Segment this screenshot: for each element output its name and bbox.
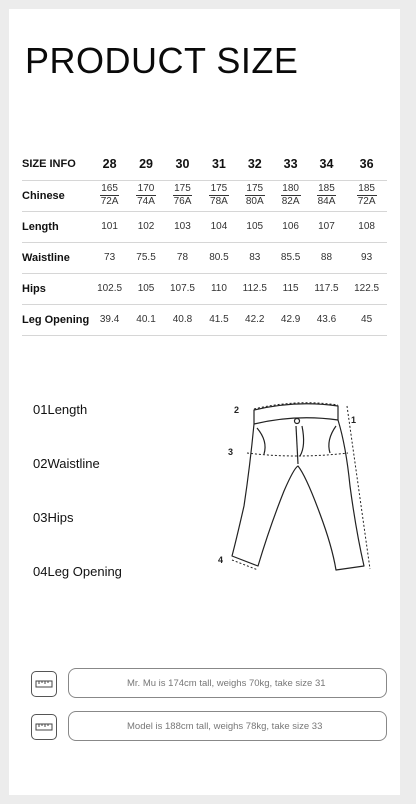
waist-code: 72A [357,196,376,207]
height-value: 165 [101,183,118,194]
chinese-size-cell [235,180,275,211]
table-cell: 93 [346,242,387,273]
table-cell: 45 [346,304,387,335]
marker-2: 2 [234,405,240,415]
height-value: 175 [246,183,264,194]
table-cell: 104 [203,211,235,242]
table-cell: 105 [130,273,162,304]
table-cell: 102 [130,211,162,242]
height-value: 180 [282,183,299,194]
waist-code: 84A [317,196,336,207]
table-cell: 102.5 [89,273,130,304]
waist-code: 74A [137,196,155,207]
table-cell: 78 [162,242,203,273]
size-col-header: 28 [102,157,117,172]
chinese-size-cell [275,180,307,211]
size-info-label: SIZE INFO [22,158,76,171]
table-cell: 42.9 [275,304,307,335]
row-label: Hips [22,273,89,304]
table-cell: 107.5 [162,273,203,304]
table-cell: 39.4 [89,304,130,335]
fit-note-text: Mr. Mu is 174cm tall, weighs 70kg, take size 31 [68,668,387,698]
leg-opening-row [22,304,387,335]
table-cell: 115 [275,273,307,304]
table-cell: 80.5 [203,242,235,273]
waistline-row [22,242,387,273]
marker-3: 3 [228,447,234,457]
hips-row [22,273,387,304]
ruler-icon [31,714,57,740]
table-cell: 42.2 [235,304,275,335]
waist-code: 72A [100,196,119,207]
size-col-header: 30 [175,157,190,172]
height-value: 185 [358,183,375,194]
waist-code: 82A [281,196,300,207]
table-cell: 110 [203,273,235,304]
length-row [22,211,387,242]
ruler-icon [31,671,57,697]
table-cell: 112.5 [235,273,275,304]
table-cell: 88 [307,242,347,273]
table-cell: 105 [235,211,275,242]
table-cell: 43.6 [307,304,347,335]
table-cell: 40.1 [130,304,162,335]
fit-note [31,711,387,743]
size-col-header: 29 [139,157,153,172]
table-cell: 122.5 [346,273,387,304]
table-cell: 107 [307,211,347,242]
table-cell: 40.8 [162,304,203,335]
size-col-header: 33 [283,157,298,172]
legend-waistline: 02Waistline [33,456,100,471]
size-col-header: 31 [211,157,226,172]
table-cell: 83 [235,242,275,273]
legend-hips: 03Hips [33,510,74,525]
table-cell: 108 [346,211,387,242]
table-cell: 117.5 [307,273,347,304]
size-col-header: 34 [319,157,334,172]
table-cell: 75.5 [130,242,162,273]
table-cell: 85.5 [275,242,307,273]
table-cell: 103 [162,211,203,242]
table-cell: 41.5 [203,304,235,335]
height-value: 185 [318,183,335,194]
chinese-size-cell [307,180,347,211]
chinese-size-cell [162,180,203,211]
height-value: 170 [137,183,155,194]
chinese-size-cell [346,180,387,211]
size-col-header: 32 [247,157,262,172]
marker-4: 4 [218,555,224,565]
page-title: PRODUCT SIZE [25,40,299,81]
table-cell: 101 [89,211,130,242]
row-label: Chinese [22,180,89,211]
waist-code: 80A [245,196,264,207]
table-cell: 106 [275,211,307,242]
legend-leg-opening: 04Leg Opening [33,564,122,579]
marker-1: 1 [351,415,357,425]
row-label: Leg Opening [22,304,89,335]
row-label: Waistline [22,242,89,273]
chinese-size-cell [203,180,235,211]
size-col-header: 36 [359,157,374,172]
height-value: 175 [210,183,228,194]
size-header-row [22,149,387,180]
row-label: Length [22,211,89,242]
chinese-size-cell [130,180,162,211]
waist-code: 78A [210,196,228,207]
size-table [22,149,387,336]
pants-measurement-icon [214,396,384,586]
waist-code: 76A [173,196,192,207]
fit-note [31,668,387,700]
fit-note-text: Model is 188cm tall, weighs 78kg, take size 33 [68,711,387,741]
legend-length: 01Length [33,402,88,417]
chinese-size-row [22,180,387,211]
chinese-size-cell [89,180,130,211]
height-value: 175 [174,183,191,194]
table-cell: 73 [89,242,130,273]
